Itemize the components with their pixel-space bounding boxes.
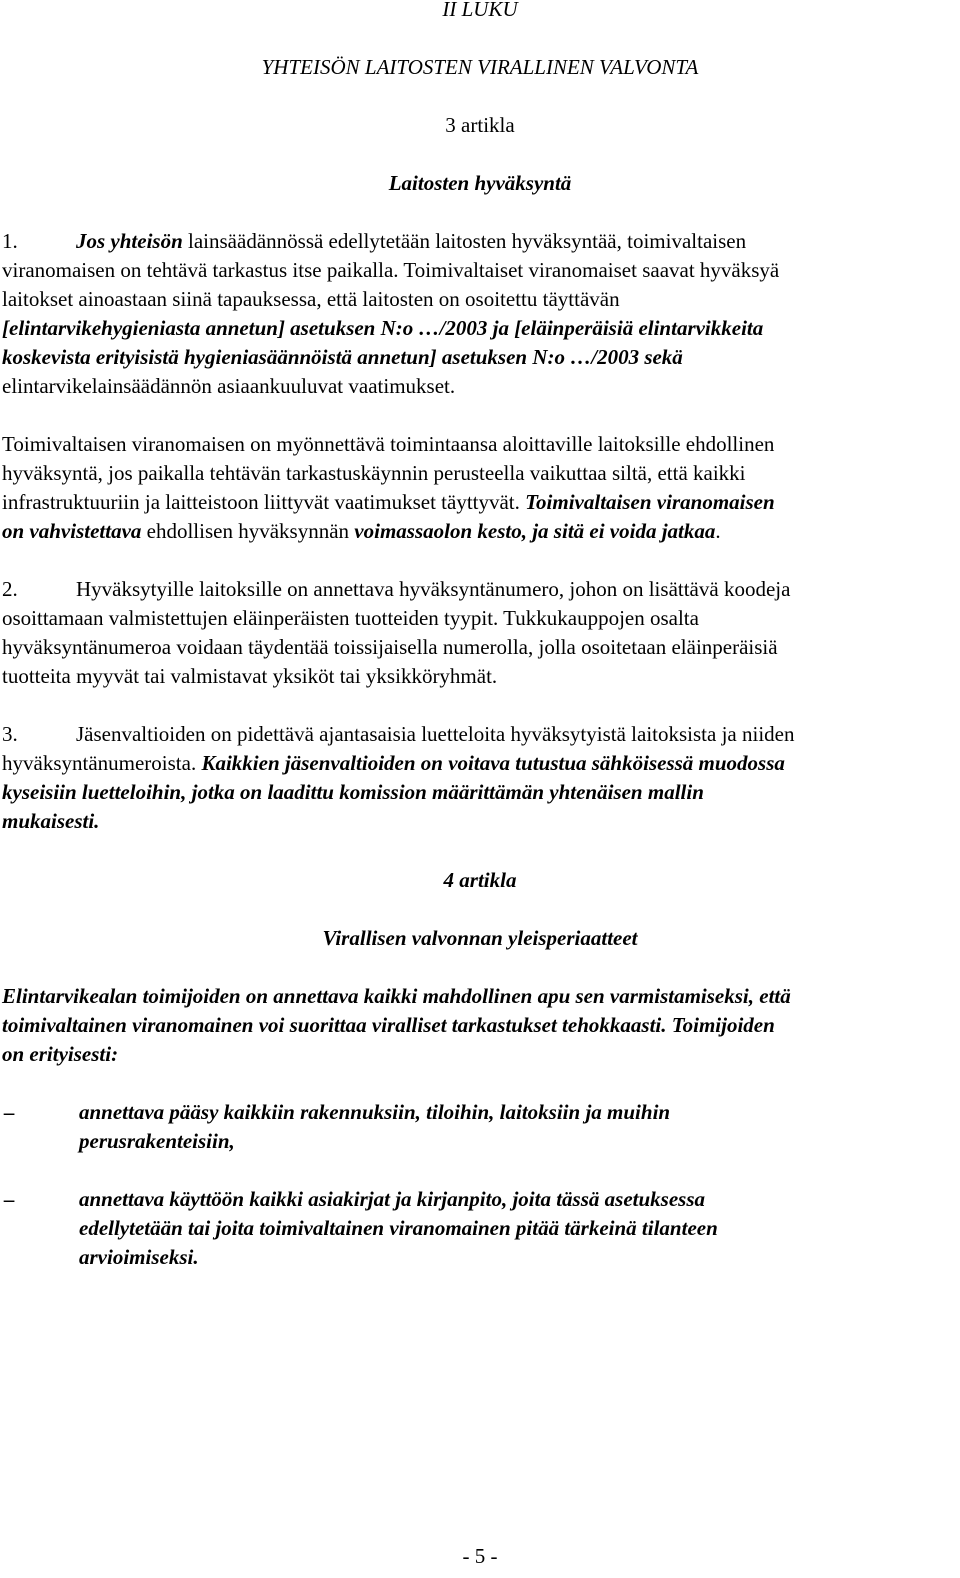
art3-para2-line2: hyväksyntä, jos paikalla tehtävän tarkastuskäynnin perusteella vaikuttaa siltä, että kaikki: [2, 461, 746, 485]
art3-para1-line4: [elintarvikehygieniasta annetun] asetuksen N:o …/2003 ja [eläinperäisiä elintarvikkeita: [2, 316, 764, 340]
emphasis: on vahvistettava: [2, 519, 142, 543]
dash-bullet: –: [4, 1187, 15, 1211]
art3-para2-line1: Toimivaltaisen viranomaisen on myönnettävä toimintaansa aloittaville laitoksille ehdollinen: [2, 432, 775, 456]
art3-para4-line1: [2, 720, 958, 749]
text: Hyväksytyille laitoksille on annettava hyväksyntänumero, johon on lisättävä koodeja: [76, 577, 791, 601]
page-number: - 5 -: [462, 1544, 498, 1568]
text: Jäsenvaltioiden on pidettävä ajantasaisia luetteloita hyväksytyistä laitoksista ja niiden: [76, 722, 795, 746]
dash-bullet: –: [4, 1100, 15, 1124]
art3-para2-line3: [2, 488, 958, 517]
art3-para4-line2: [2, 749, 958, 778]
text: hyväksyntänumeroista.: [2, 751, 202, 775]
para-number: 1.: [2, 229, 18, 253]
art4-para1-line1: Elintarvikealan toimijoiden on annettava kaikki mahdollinen apu sen varmistamiseksi, että: [2, 984, 791, 1008]
art3-para1-line2: viranomaisen on tehtävä tarkastus itse paikalla. Toimivaltaiset viranomaiset saavat hyväksyä: [2, 258, 780, 282]
text: infrastruktuuriin ja laitteistoon liittyvät vaatimukset täyttyvät.: [2, 490, 526, 514]
list-item-text: edellytetään tai joita toimivaltainen viranomainen pitää tärkeinä tilanteen: [79, 1216, 718, 1240]
emphasis: Toimivaltaisen viranomaisen: [525, 490, 775, 514]
emphasis: Jos yhteisön: [76, 229, 183, 253]
chapter-number: II LUKU: [442, 0, 518, 21]
article-4-heading: 4 artikla: [443, 868, 517, 892]
list-item-text: perusrakenteisiin,: [79, 1129, 235, 1153]
art3-para1-line1: [2, 227, 958, 256]
chapter-title: YHTEISÖN LAITOSTEN VIRALLINEN VALVONTA: [261, 55, 699, 79]
art3-para1-line6: elintarvikelainsäädännön asiaankuuluvat vaatimukset.: [2, 374, 456, 398]
art3-para4-line3: kyseisiin luetteloihin, jotka on laadittu komission määrittämän yhtenäisen mallin: [2, 780, 704, 804]
art3-para3-line2: osoittamaan valmistettujen eläinperäisten tuotteiden tyypit. Tukkukauppojen osalta: [2, 606, 699, 630]
art3-para2-line4: [2, 517, 958, 546]
art3-para4-line4: mukaisesti.: [2, 809, 100, 833]
art3-para3-line3: hyväksyntänumeroa voidaan täydentää toissijaisella numerolla, jolla osoitetaan eläinperäisiä: [2, 635, 778, 659]
text: ehdollisen hyväksynnän: [141, 519, 355, 543]
text: .: [715, 519, 721, 543]
article-4-subheading: Virallisen valvonnan yleisperiaatteet: [322, 926, 638, 950]
article-3-subheading: Laitosten hyväksyntä: [388, 171, 572, 195]
art3-para1-line5: koskevista erityisistä hygieniasäännöistä annetun] asetuksen N:o …/2003 sekä: [2, 345, 683, 369]
text: lainsäädännössä edellytetään laitosten hyväksyntää, toimivaltaisen: [182, 229, 747, 253]
para-number: 3.: [2, 722, 18, 746]
art4-para1-line3: on erityisesti:: [2, 1042, 119, 1066]
list-item-text: arvioimiseksi.: [79, 1245, 199, 1269]
para-number: 2.: [2, 577, 18, 601]
list-item-text: annettava käyttöön kaikki asiakirjat ja kirjanpito, joita tässä asetuksessa: [79, 1187, 705, 1211]
art4-para1-line2: toimivaltainen viranomainen voi suorittaa viralliset tarkastukset tehokkaasti. Toimijoiden: [2, 1013, 775, 1037]
art3-para1-line3: laitokset ainoastaan siinä tapauksessa, että laitosten on osoitettu täyttävän: [2, 287, 620, 311]
art3-para3-line4: tuotteita myyvät tai valmistavat yksiköt tai yksikköryhmät.: [2, 664, 498, 688]
article-3-heading: 3 artikla: [445, 113, 515, 137]
art3-para3-line1: [2, 575, 958, 604]
emphasis: Kaikkien jäsenvaltioiden on voitava tutustua sähköisessä muodossa: [201, 751, 785, 775]
list-item-text: annettava pääsy kaikkiin rakennuksiin, tiloihin, laitoksiin ja muihin: [79, 1100, 671, 1124]
emphasis: voimassaolon kesto, ja sitä ei voida jatkaa: [354, 519, 716, 543]
